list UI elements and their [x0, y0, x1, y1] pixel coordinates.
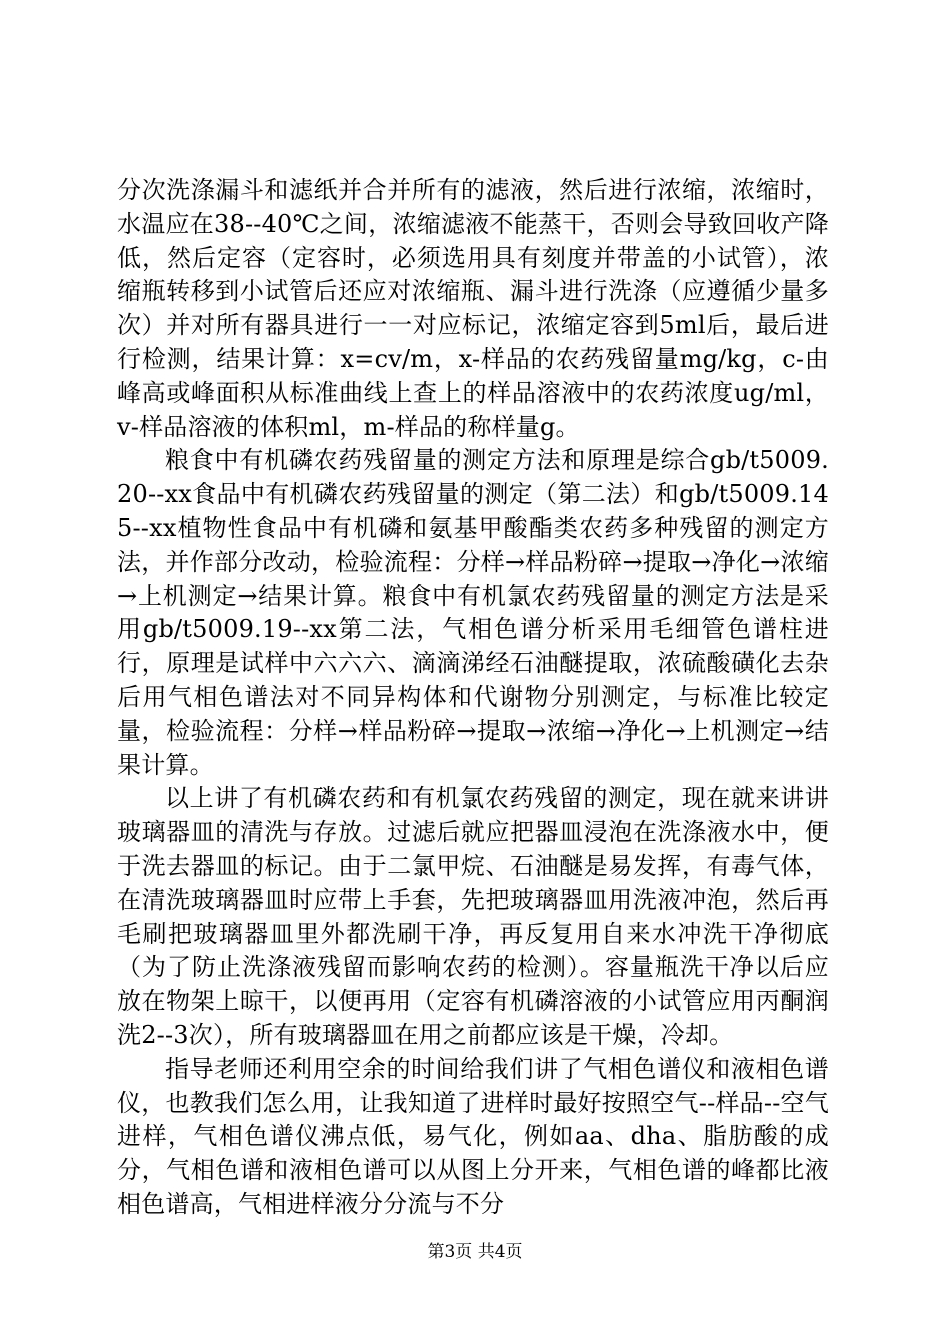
- document-body: [117, 174, 829, 1222]
- paragraph-chromatography: 指导老师还利用空余的时间给我们讲了气相色谱仪和液相色谱仪，也教我们怎么用，让我知道了进样时最好按照空气--样品--空气进样，气相色谱仪沸点低，易气化，例如aa、dha、脂肪酸的成分，气相色谱和液相色谱可以从图上分开来，气相色谱的峰都比液相色谱高，气相进样液分分流与不分: [117, 1054, 829, 1218]
- paragraph-glassware-cleaning: 以上讲了有机磷农药和有机氯农药残留的测定，现在就来讲讲玻璃器皿的清洗与存放。过滤后就应把器皿浸泡在洗涤液水中，便于洗去器皿的标记。由于二氯甲烷、石油醚是易发挥，有毒气体，在清洗玻璃器皿时应带上手套，先把玻璃器皿用洗液冲泡，然后再毛刷把玻璃器皿里外都洗刷干净，再反复用自来水冲洗干净彻底（为了防止洗涤液残留而影响农药的检测）。容量瓶洗干净以后应放在物架上晾干，以便再用（定容有机磷溶液的小试管应用丙酮润洗2--3次），所有玻璃器皿在用之前都应该是干燥，冷却。: [117, 784, 829, 1049]
- page-number: 第3页 共4页: [427, 1242, 523, 1262]
- page-footer: [0, 1240, 950, 1264]
- paragraph-pesticide-methods: 粮食中有机磷农药残留量的测定方法和原理是综合gb/t5009.20--xx食品中有机磷农药残留量的测定（第二法）和gb/t5009.145--xx植物性食品中有机磷和氨基甲酸酯类农药多种残留的测定方法，并作部分改动，检验流程：分样→样品粉碎→提取→净化→浓缩→上机测定→结果计算。粮食中有机氯农药残留量的测定方法是采用gb/t5009.19--xx第二法，气相色谱分析采用毛细管色谱柱进行，原理是试样中六六六、滴滴涕经石油醚提取，浓硫酸磺化去杂后用气相色谱法对不同异构体和代谢物分别测定，与标准比较定量，检验流程：分样→样品粉碎→提取→浓缩→净化→上机测定→结果计算。: [117, 446, 829, 779]
- paragraph-continuation: 分次洗涤漏斗和滤纸并合并所有的滤液，然后进行浓缩，浓缩时，水温应在38--40℃之间，浓缩滤液不能蒸干，否则会导致回收产降低，然后定容（定容时，必须选用具有刻度并带盖的小试管），浓缩瓶转移到小试管后还应对浓缩瓶、漏斗进行洗涤（应遵循少量多次）并对所有器具进行一一对应标记，浓缩定容到5ml后，最后进行检测，结果计算：x=cv/m，x-样品的农药残留量mg/kg，c-由峰高或峰面积从标准曲线上查上的样品溶液中的农药浓度ug/ml，v-样品溶液的体积ml，m-样品的称样量g。: [117, 176, 829, 441]
